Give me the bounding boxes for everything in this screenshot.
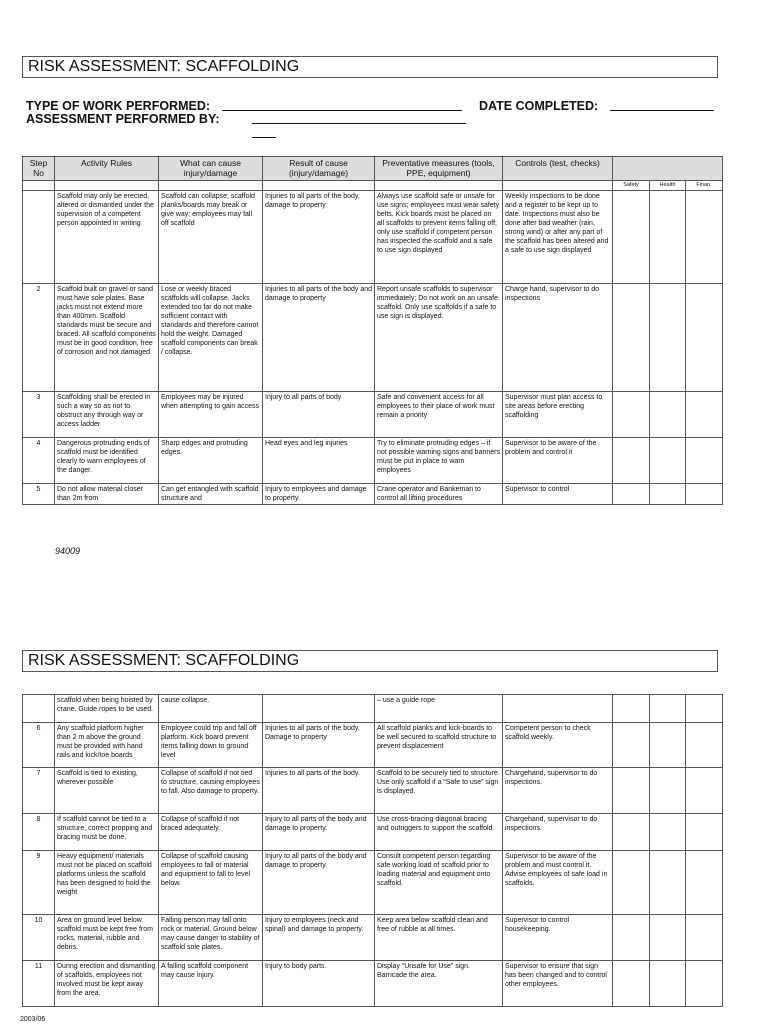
page-title-2: RISK ASSESSMENT: SCAFFOLDING (22, 650, 718, 672)
step-no: 7 (23, 768, 55, 814)
col-step: Step No (23, 157, 55, 181)
step-no: 6 (23, 723, 55, 768)
controls: Weekly inspections to be done and a register to be kept up to date. Inspections must also be done after bad weather (rain, strong wind) or after any part of the scaffold has been altered and a safe to use sign displayed (503, 191, 613, 284)
health-cell[interactable] (650, 392, 686, 438)
preventative: Always use scaffold safe or unsafe for use signs; employees must wear safety belts. Kick boards must be placed on all scaffolds to prevent items falling off; only use scaffold if competent person has inspected the scaffold and a safe to use sign displayed (375, 191, 503, 284)
finance-cell[interactable] (686, 851, 723, 915)
safety-cell[interactable] (613, 851, 650, 915)
safety-cell[interactable] (613, 484, 650, 505)
cause: Collapse of scaffold if not braced adequately. (159, 814, 263, 851)
date-completed-field[interactable] (610, 110, 714, 111)
controls: Chargehand, supervisor to do inspections. (503, 768, 613, 814)
sub-safety: Safety (613, 181, 650, 191)
table-row (23, 768, 723, 814)
cause: Falling person may fall onto rock or material. Ground below may cause danger to stability of scaffold sole plates. (159, 915, 263, 961)
risk-table-page1 (22, 156, 723, 505)
preventative: Keep area below scaffold clean and free of rubble at all times. (375, 915, 503, 961)
finance-cell[interactable] (686, 915, 723, 961)
health-cell[interactable] (650, 191, 686, 284)
extra-field-line (252, 137, 276, 138)
health-cell[interactable] (650, 438, 686, 484)
step-no: 9 (23, 851, 55, 915)
result: Injury to body parts. (263, 961, 375, 1007)
sub-finance: Finan. (686, 181, 723, 191)
safety-cell[interactable] (613, 768, 650, 814)
sub-health: Health (650, 181, 686, 191)
step-no: 11 (23, 961, 55, 1007)
step-no: 3 (23, 392, 55, 438)
result: Injury to employees and damage to property. (263, 484, 375, 505)
safety-cell[interactable] (613, 915, 650, 961)
result: Injuries to all parts of the body, Damage to property (263, 723, 375, 768)
page-code: 94009 (55, 546, 81, 556)
health-cell[interactable] (650, 961, 686, 1007)
safety-cell[interactable] (613, 695, 650, 723)
cause: Employee could trip and fall off platform. Kick board prevent items falling down to ground level (159, 723, 263, 768)
activity-rule: Heavy equipment/ materials must not be placed on scaffold platforms unless the scaffold has been designed to hold the weight (55, 851, 159, 915)
health-cell[interactable] (650, 851, 686, 915)
finance-cell[interactable] (686, 961, 723, 1007)
preventative: Crane operator and Bankeman to control all lifting procedures (375, 484, 503, 505)
health-cell[interactable] (650, 814, 686, 851)
cause: A falling scaffold component may cause injury. (159, 961, 263, 1007)
table-row (23, 915, 723, 961)
col-preventative: Preventative measures (tools, PPE, equipment) (375, 157, 503, 181)
health-cell[interactable] (650, 768, 686, 814)
table-row (23, 438, 723, 484)
health-cell[interactable] (650, 284, 686, 392)
cause: Collapse of scaffold causing employees to fall or material and equipment to fall to level below. (159, 851, 263, 915)
table-row (23, 484, 723, 505)
controls: Charge hand, supervisor to do inspections (503, 284, 613, 392)
controls: Supervisor must plan access to site areas before erecting scaffolding (503, 392, 613, 438)
safety-cell[interactable] (613, 961, 650, 1007)
cause: Collapse of scaffold if not tied to structure, causing employees to fall. Also damage to property. (159, 768, 263, 814)
safety-cell[interactable] (613, 191, 650, 284)
col-activity-rules: Activity Rules (55, 157, 159, 181)
date-completed-label: DATE COMPLETED: (479, 99, 599, 113)
preventative: Safe and convenient access for all employees to their place of work must remain a priority (375, 392, 503, 438)
result: Injuries to all parts of the body. (263, 768, 375, 814)
activity-rule: Scaffold built on gravel or sand must have sole plates. Base jacks must not extend more than 400mm. Scaffold standards must be secure and braced. All scaffold components must be in good condition, free of corrosion and not damaged (55, 284, 159, 392)
step-no (23, 695, 55, 723)
table-row (23, 695, 723, 723)
cause: Employees may be injured when attempting to gain access (159, 392, 263, 438)
table-row (23, 851, 723, 915)
activity-rule: If scaffold cannot be tied to a structure, correct propping and bracing must be done. (55, 814, 159, 851)
controls: Supervisor to control housekeeping. (503, 915, 613, 961)
finance-cell[interactable] (686, 438, 723, 484)
safety-cell[interactable] (613, 284, 650, 392)
preventative: Try to eliminate protruding edges – if not possible warning signs and banners must be put in place to warn employees (375, 438, 503, 484)
assessment-by-label: ASSESSMENT PERFORMED BY: (26, 112, 220, 126)
table-row (23, 392, 723, 438)
health-cell[interactable] (650, 695, 686, 723)
step-no: 8 (23, 814, 55, 851)
type-of-work-field[interactable] (222, 110, 462, 111)
activity-rule: Do not allow material closer than 2m from (55, 484, 159, 505)
health-cell[interactable] (650, 723, 686, 768)
type-of-work-label: TYPE OF WORK PERFORMED: (26, 99, 211, 113)
result: Injuries to all parts of the body, damage to property (263, 191, 375, 284)
finance-cell[interactable] (686, 392, 723, 438)
col-result: Result of cause (injury/damage) (263, 157, 375, 181)
cause: cause collapse. (159, 695, 263, 723)
activity-rule: Scaffold is tied to existing, wherever possible (55, 768, 159, 814)
controls: Competent person to check scaffold weekly. (503, 723, 613, 768)
result: Injury to employees (neck and spinal) and damage to property. (263, 915, 375, 961)
table-row (23, 284, 723, 392)
risk-table-page2 (22, 694, 723, 1007)
preventative: All scaffold planks and kick-boards to be well secured to scaffold structure to prevent displacement (375, 723, 503, 768)
col-risk-group (613, 157, 723, 181)
result: Head eyes and leg injuries (263, 438, 375, 484)
activity-rule: Dangerous protruding ends of scaffold must be identified clearly to warn employees of the danger. (55, 438, 159, 484)
cause: Lose or weekly braced scaffolds will collapse. Jacks extended too far do not make sufficient contact with standards and therefore cannot hold the weight. Damaged scaffold components can break / collapse. (159, 284, 263, 392)
controls: Supervisor to be aware of the problem and must control it. Advise employees of safe load in scaffolds. (503, 851, 613, 915)
controls: Supervisor to control (503, 484, 613, 505)
table-row (23, 191, 723, 284)
finance-cell[interactable] (686, 191, 723, 284)
health-cell[interactable] (650, 484, 686, 505)
table-row (23, 814, 723, 851)
preventative: Scaffold to be securely tied to structure. Use only scaffold if a “Safe to use” sign is displayed. (375, 768, 503, 814)
step-no (23, 191, 55, 284)
step-no: 5 (23, 484, 55, 505)
safety-cell[interactable] (613, 723, 650, 768)
result: Injury to all parts of body (263, 392, 375, 438)
activity-rule: Scaffolding shall be erected in such a way so as not to obstruct any through way or access ladder (55, 392, 159, 438)
result: Injuries to all parts of the body and damage to property (263, 284, 375, 392)
footer-code: 2003/06 (20, 1016, 46, 1023)
activity-rule: Scaffold may only be erected, altered or dismantled under the supervision of a competent person appointed in writing (55, 191, 159, 284)
controls (503, 695, 613, 723)
preventative: Use cross-bracing diagonal bracing and outriggers to support the scaffold. (375, 814, 503, 851)
cause: Sharp edges and protruding edges. (159, 438, 263, 484)
controls: Supervisor to ensure that sign has been changed and to control other employees. (503, 961, 613, 1007)
cause: Scaffold can collapse; scaffold planks/boards may break or give way; employees may fall off scaffold (159, 191, 263, 284)
result (263, 695, 375, 723)
finance-cell[interactable] (686, 284, 723, 392)
safety-cell[interactable] (613, 438, 650, 484)
finance-cell[interactable] (686, 814, 723, 851)
health-cell[interactable] (650, 915, 686, 961)
controls: Chargehand, supervisor to do inspections. (503, 814, 613, 851)
step-no: 2 (23, 284, 55, 392)
preventative: Display “Unsafe for Use” sign. Barricade the area. (375, 961, 503, 1007)
page-title: RISK ASSESSMENT: SCAFFOLDING (22, 56, 718, 78)
finance-cell[interactable] (686, 695, 723, 723)
activity-rule: Any scaffold platform higher than 2 m above the ground must be provided with hand rails and kick/toe boards (55, 723, 159, 768)
safety-cell[interactable] (613, 814, 650, 851)
col-cause: What can cause injury/damage (159, 157, 263, 181)
activity-rule: scaffold when being hoisted by crane. Guide ropes to be used. (55, 695, 159, 723)
safety-cell[interactable] (613, 392, 650, 438)
finance-cell[interactable] (686, 723, 723, 768)
table-row (23, 723, 723, 768)
step-no: 4 (23, 438, 55, 484)
activity-rule: Area on ground level below scaffold must be kept free from rocks, material, rubble and debris. (55, 915, 159, 961)
finance-cell[interactable] (686, 768, 723, 814)
preventative: Report unsafe scaffolds to supervisor immediately; Do not work on an unsafe scaffold. Only use scaffolds if a safe to use sign is displayed. (375, 284, 503, 392)
activity-rule: During erection and dismantling of scaffolds, employees not involved must be kept away from the area. (55, 961, 159, 1007)
preventative: Consult competent person regarding safe working load of scaffold prior to loading material and equipment onto scaffold. (375, 851, 503, 915)
preventative: – use a guide rope (375, 695, 503, 723)
assessment-by-field[interactable] (252, 123, 466, 124)
table-row (23, 961, 723, 1007)
col-controls: Controls (test, checks) (503, 157, 613, 181)
controls: Supervisor to be aware of the problem and control it (503, 438, 613, 484)
result: Injury to all parts of the body and damage to property. (263, 851, 375, 915)
step-no: 10 (23, 915, 55, 961)
finance-cell[interactable] (686, 484, 723, 505)
result: Injury to all parts of the body and damage to property. (263, 814, 375, 851)
cause: Can get entangled with scaffold structure and (159, 484, 263, 505)
